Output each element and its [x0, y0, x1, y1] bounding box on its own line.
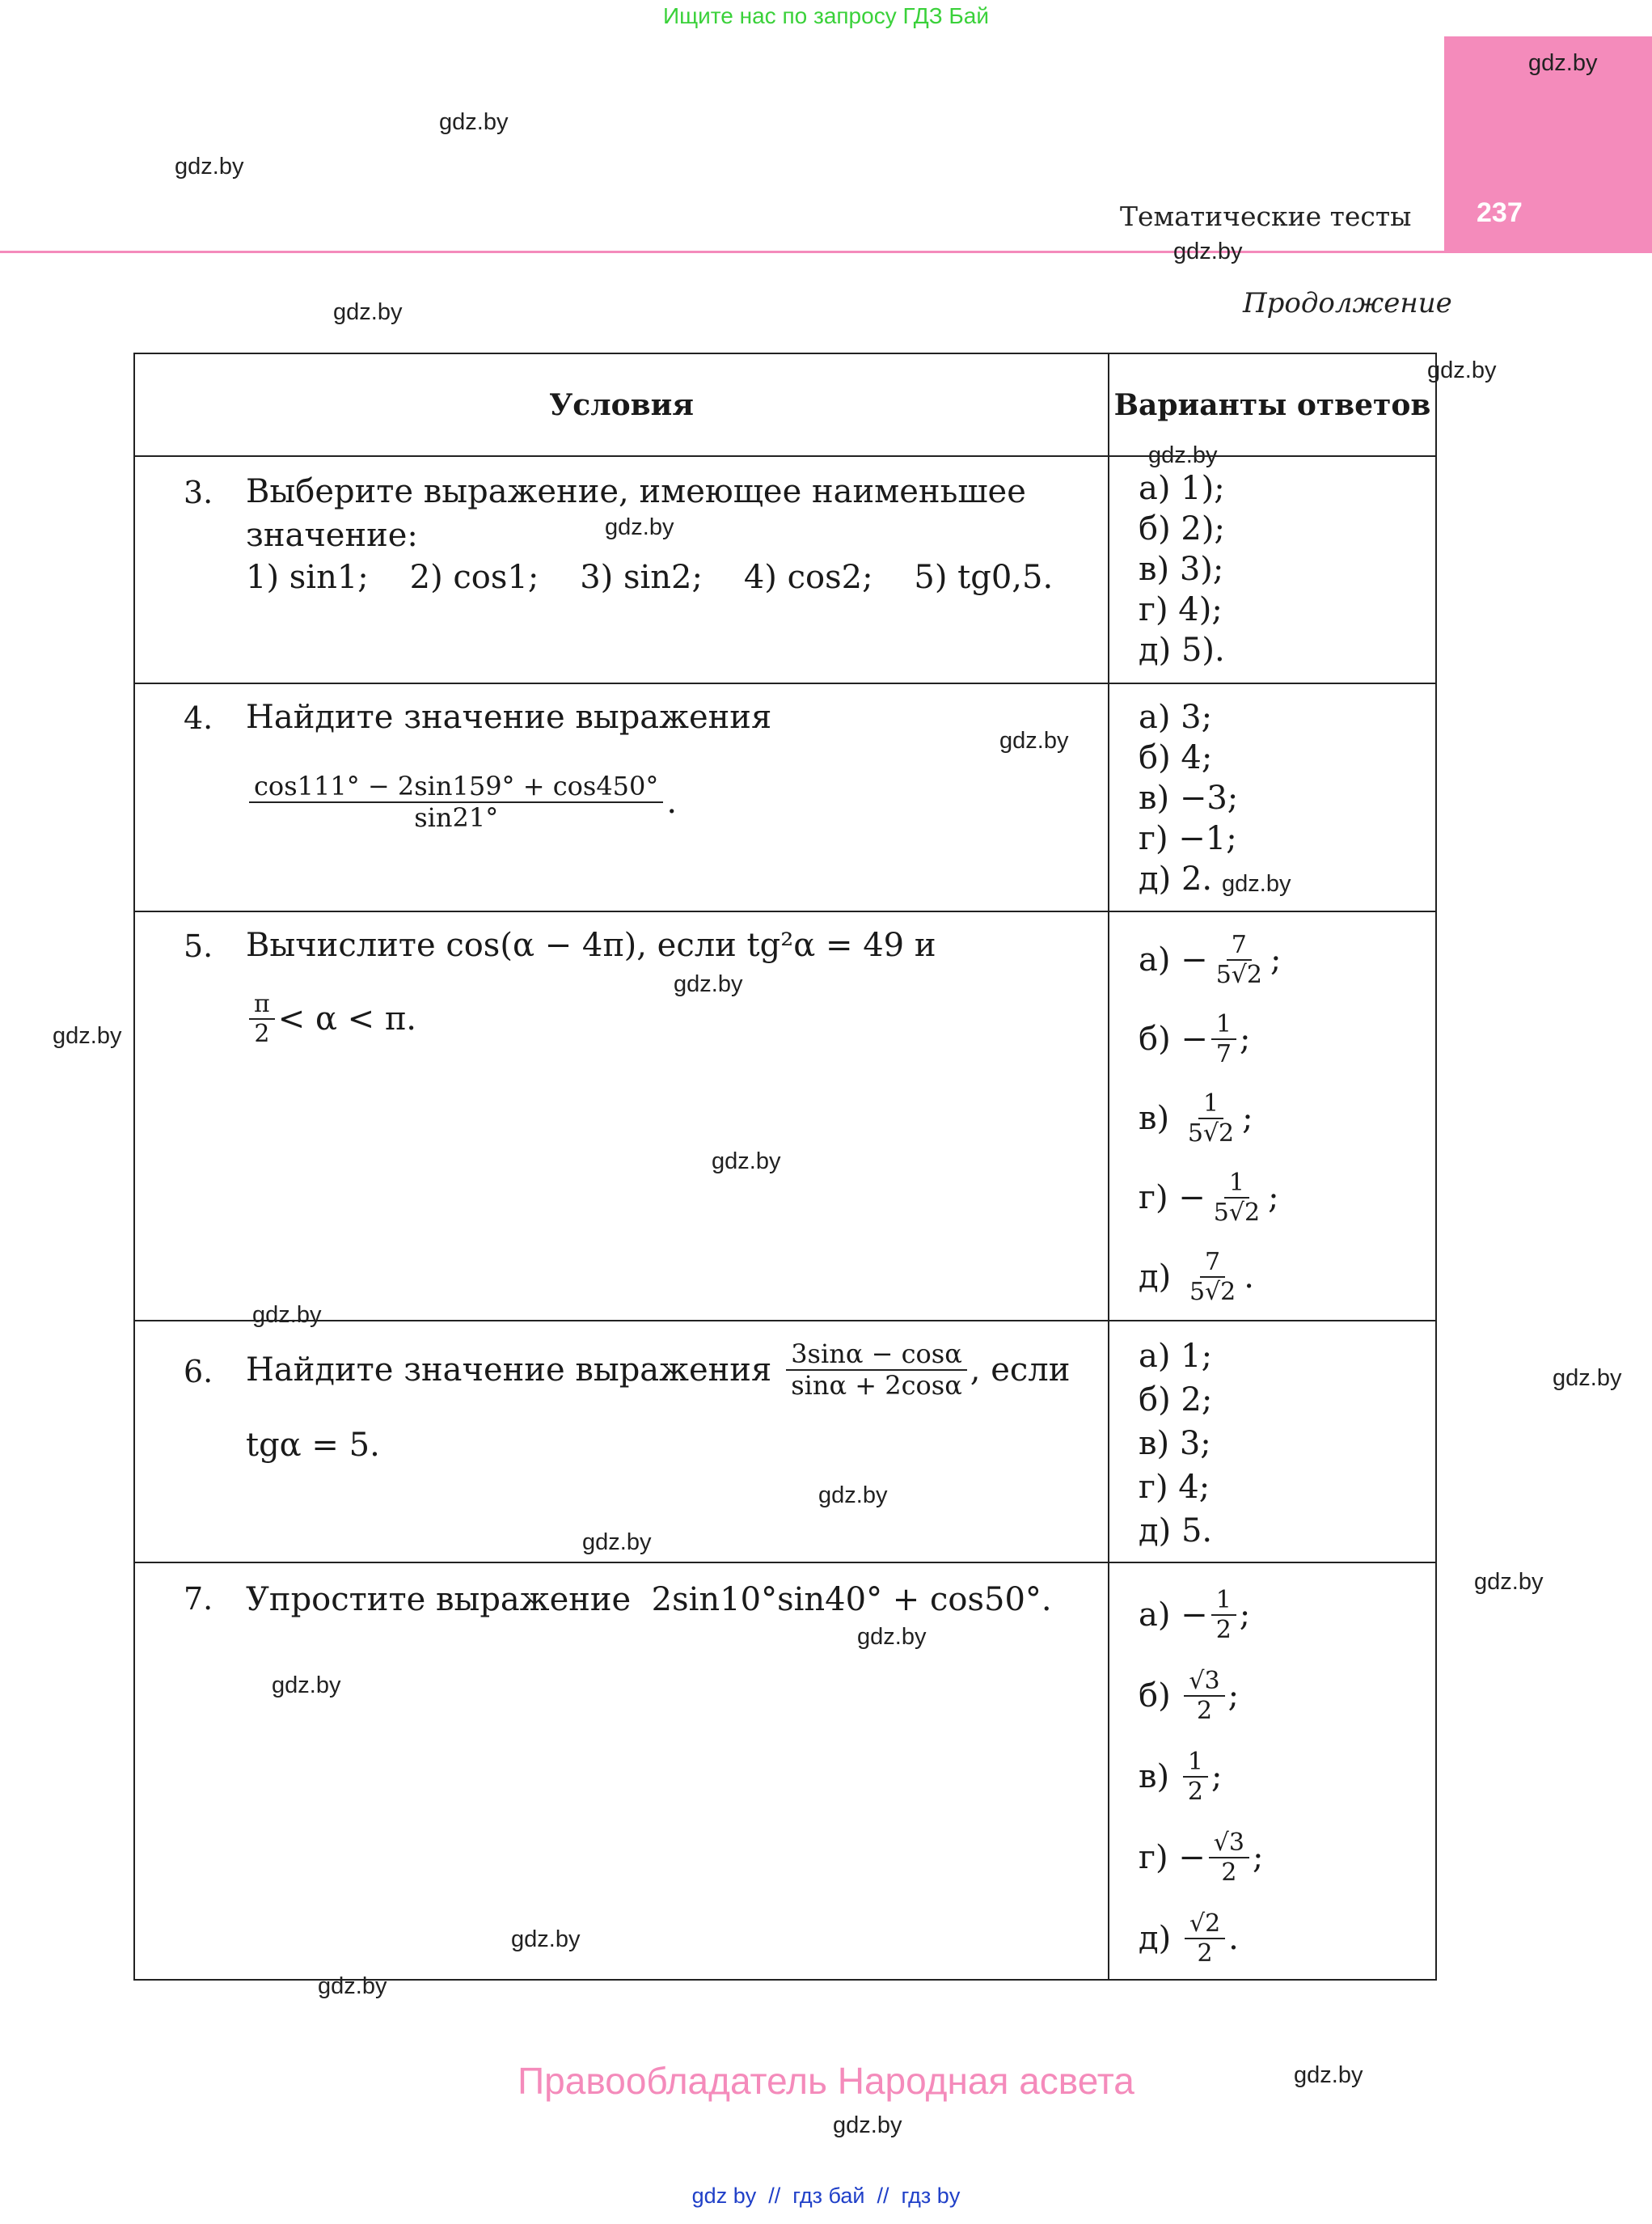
watermark: gdz.by: [999, 728, 1069, 754]
answer-option: [1109, 920, 1435, 1000]
answer-option: б) 4;: [1139, 739, 1213, 776]
answer-option: а) 3;: [1139, 699, 1213, 736]
answer-sign: −: [1181, 1596, 1208, 1634]
expression: $\frac{\cos 111^\circ - 2\sin 159^\circ + \cos 450^\circ}{\sin 21^\circ}$ .: [246, 773, 677, 831]
question-number: 4.: [184, 700, 213, 736]
question-number: 7.: [184, 1581, 213, 1617]
watermark: gdz.by: [1294, 2062, 1363, 2088]
question-text-line: [246, 1338, 1071, 1401]
watermark: gdz.by: [1474, 1569, 1544, 1595]
fraction-numerator: 1: [1198, 1091, 1223, 1119]
condition-expression: [246, 991, 416, 1046]
watermark: gdz.by: [1553, 1365, 1622, 1391]
watermark: gdz.by: [1173, 239, 1243, 264]
answer-label: в): [1139, 1100, 1170, 1137]
watermark: gdz.by: [605, 514, 674, 540]
answer-label: а): [1139, 941, 1171, 979]
continuation-label: Продолжение: [1243, 287, 1452, 319]
answer-option: [1109, 1079, 1435, 1158]
answer-option: [1109, 1898, 1435, 1979]
answer-label: в): [1139, 1758, 1170, 1795]
link-gdz-by-alt[interactable]: гдз by: [901, 2184, 961, 2208]
answer-label: б): [1139, 1677, 1171, 1715]
answer-end: ;: [1210, 1758, 1223, 1795]
answer-end: ;: [1270, 941, 1282, 979]
fraction: [1185, 1249, 1240, 1304]
fraction: [1183, 1749, 1208, 1804]
watermark: gdz.by: [1427, 357, 1497, 383]
page-number: 237: [1477, 197, 1523, 228]
question-7: [134, 1562, 1109, 1980]
watermark: gdz.by: [1222, 871, 1291, 897]
fraction-denominator: 5√2: [1215, 960, 1262, 989]
watermark: gdz.by: [252, 1302, 322, 1328]
fraction-numerator: √2: [1185, 1911, 1225, 1939]
fraction-denominator: sin21°: [414, 801, 499, 833]
fraction-denominator: 2: [1221, 1858, 1237, 1887]
section-title: Тематические тесты: [1120, 201, 1412, 232]
question-text: значение:: [246, 517, 418, 554]
answer-sign: −: [1181, 941, 1208, 979]
question-text: tgα = 5.: [246, 1427, 380, 1464]
watermark: gdz.by: [582, 1529, 652, 1555]
answer-option: [1109, 1000, 1435, 1079]
answer-option: [1109, 1817, 1435, 1898]
question-text: Найдите значение выражения: [246, 1351, 772, 1389]
fraction-numerator: 1: [1211, 1588, 1236, 1616]
question-options: 1) sin1; 2) cos1; 3) sin2; 4) cos2; 5) tg0,5.: [246, 559, 1054, 596]
top-search-note: Ищите нас по запросу ГДЗ Бай: [662, 3, 990, 28]
answer-option: д) 2.: [1139, 860, 1213, 898]
fraction: [1185, 1911, 1225, 1966]
answer-end: .: [1244, 1258, 1254, 1296]
question-text: Найдите значение выражения: [246, 699, 772, 736]
header-answers: [1109, 353, 1436, 456]
answer-option: а) 1;: [1139, 1338, 1213, 1375]
fraction-numerator: 3sinα − cosα: [786, 1341, 967, 1371]
fraction-denominator: 7: [1215, 1039, 1232, 1068]
answer-option: в) 3;: [1139, 1425, 1211, 1462]
question-4: [134, 683, 1109, 911]
answer-option: б) 2);: [1139, 510, 1225, 548]
question-number: 5.: [184, 928, 213, 964]
answer-option: г) −1;: [1139, 820, 1237, 857]
watermark: gdz.by: [439, 109, 509, 135]
fraction-numerator: √3: [1209, 1830, 1249, 1858]
header-answers-label: Варианты ответов: [1113, 387, 1431, 422]
fraction-numerator: 7: [1200, 1249, 1225, 1278]
fraction-numerator: 1: [1211, 1012, 1236, 1040]
fraction-numerator: 7: [1227, 932, 1252, 961]
table-row: [134, 911, 1436, 1321]
answer-end: ;: [1268, 1179, 1279, 1216]
fraction: [1183, 1091, 1239, 1146]
fraction-numerator: √3: [1184, 1668, 1224, 1697]
watermark: gdz.by: [318, 1973, 387, 1999]
fraction-denominator: 2: [254, 1019, 270, 1048]
answer-label: б): [1139, 1021, 1171, 1058]
answer-option: [1109, 1237, 1435, 1317]
fraction-denominator: sinα + 2cosα: [791, 1369, 962, 1401]
question-number: 3.: [184, 475, 213, 510]
fraction-numerator: cos111° − 2sin159° + cos450°: [249, 773, 663, 803]
answer-option: г) 4);: [1139, 591, 1223, 628]
watermark: gdz.by: [333, 299, 403, 325]
watermark: gdz.by: [53, 1023, 122, 1049]
fraction-denominator: 5√2: [1187, 1118, 1235, 1148]
fraction: [1211, 1012, 1236, 1067]
table-row: [134, 1562, 1436, 1980]
answer-end: ;: [1253, 1839, 1264, 1876]
answer-option: в) −3;: [1139, 780, 1239, 817]
fraction: [1209, 1170, 1265, 1225]
link-separator: //: [768, 2184, 781, 2208]
answer-label: д): [1139, 1258, 1172, 1296]
header-conditions: Условия: [134, 353, 1109, 456]
watermark: gdz.by: [712, 1148, 781, 1174]
fraction: [1211, 1588, 1236, 1643]
watermark: gdz.by: [857, 1624, 927, 1650]
fraction: [786, 1338, 967, 1401]
tests-table: [133, 353, 1437, 1981]
fraction: [249, 773, 663, 831]
table-row: [134, 683, 1436, 911]
condition-rest: < α < π.: [277, 1000, 416, 1038]
fraction-numerator: π: [249, 991, 275, 1020]
watermark: gdz.by: [818, 1482, 888, 1508]
answers-4: [1109, 683, 1436, 911]
answers-6: [1109, 1321, 1436, 1562]
watermark: gdz.by: [1528, 50, 1598, 76]
table-header-row: [134, 353, 1436, 456]
answers-7: [1109, 1562, 1436, 1980]
answer-option: а) 1);: [1139, 470, 1225, 507]
fraction-denominator: 2: [1187, 1777, 1203, 1806]
answer-option: г) 4;: [1139, 1469, 1210, 1506]
answer-sign: −: [1178, 1839, 1206, 1876]
question-5: [134, 911, 1109, 1321]
question-text: Выберите выражение, имеющее наименьшее: [246, 473, 1026, 510]
answer-option: [1109, 1158, 1435, 1237]
link-separator: //: [877, 2184, 889, 2208]
answer-end: ;: [1239, 1596, 1251, 1634]
fraction-numerator: 1: [1183, 1749, 1208, 1778]
answer-label: а): [1139, 1596, 1171, 1634]
fraction: [249, 991, 275, 1046]
watermark: gdz.by: [272, 1672, 341, 1698]
fraction-denominator: 2: [1197, 1939, 1213, 1968]
watermark: gdz.by: [833, 2112, 902, 2138]
answer-end: .: [1228, 1920, 1239, 1957]
answer-end: ;: [1242, 1100, 1253, 1137]
watermark: gdz.by: [175, 154, 244, 180]
answer-option: [1109, 1736, 1435, 1817]
question-text: Вычислите cos(α − 4π), если tg²α = 49 и: [246, 927, 936, 964]
link-gdz-by[interactable]: gdz by: [691, 2184, 757, 2208]
table-row: [134, 456, 1436, 683]
fraction-numerator: 1: [1224, 1170, 1249, 1199]
link-gdz-bai[interactable]: гдз бай: [792, 2184, 865, 2208]
fraction-denominator: 2: [1215, 1615, 1232, 1644]
watermark: gdz.by: [511, 1926, 581, 1952]
bottom-links: [0, 2184, 1652, 2209]
answer-end: ;: [1240, 1021, 1251, 1058]
question-number: 6.: [184, 1354, 213, 1389]
answer-option: [1109, 1655, 1435, 1736]
fraction-denominator: 5√2: [1213, 1198, 1261, 1227]
fraction-denominator: 2: [1196, 1696, 1213, 1725]
answers-3: [1109, 456, 1436, 683]
question-3: [134, 456, 1109, 683]
answer-sign: −: [1178, 1179, 1206, 1216]
fraction: [1184, 1668, 1224, 1723]
watermark: gdz.by: [1148, 442, 1218, 468]
question-text-end: , если: [970, 1351, 1071, 1389]
answer-option: д) 5).: [1139, 632, 1225, 669]
answer-label: г): [1139, 1179, 1168, 1216]
answer-option: д) 5.: [1139, 1512, 1213, 1550]
watermark: gdz.by: [674, 971, 743, 997]
answers-5: [1109, 911, 1436, 1321]
answer-label: д): [1139, 1920, 1172, 1957]
answer-option: б) 2;: [1139, 1381, 1213, 1419]
question-6: [134, 1321, 1109, 1562]
fraction: [1211, 932, 1267, 987]
table-row: [134, 1321, 1436, 1562]
copyright-footer: Правообладатель Народная асвета: [518, 2060, 1134, 2102]
answer-sign: −: [1181, 1021, 1208, 1058]
answer-option: в) 3);: [1139, 551, 1224, 588]
question-text: Упростите выражение 2sin10°sin40° + cos50°.: [246, 1581, 1052, 1618]
fraction-denominator: 5√2: [1189, 1277, 1236, 1306]
answer-label: г): [1139, 1839, 1168, 1876]
fraction: [1209, 1830, 1249, 1885]
answer-option: [1109, 1575, 1435, 1655]
answer-end: ;: [1227, 1677, 1240, 1715]
